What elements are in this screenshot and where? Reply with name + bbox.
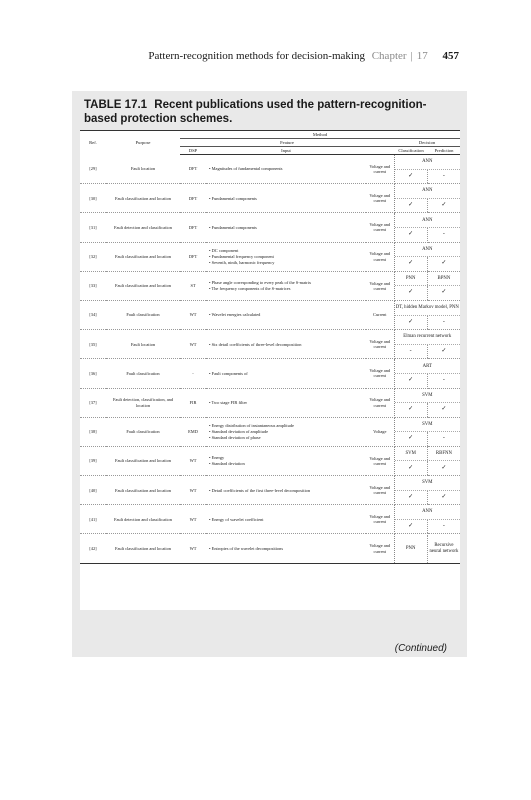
decision-method: BPNN <box>427 272 460 286</box>
cell-ref: [42] <box>80 534 106 563</box>
cell-signal: Voltage and current <box>366 505 394 534</box>
input-item: • Energy distribution of instantaneous amplitude <box>209 423 294 429</box>
input-item: • Seventh, ninth, harmonic frequency <box>209 259 275 265</box>
input-item: • Detail coefficients of the first three-level decomposition <box>209 487 311 493</box>
cell-input <box>206 271 366 300</box>
prediction-mark: - <box>427 374 460 388</box>
table-row <box>80 476 460 505</box>
cell-input <box>206 184 366 213</box>
cell-dsp: WT <box>180 476 206 505</box>
decision-method: ANN <box>422 217 433 223</box>
cell-purpose: Fault detection and classification <box>106 505 180 534</box>
header-feature: Feature <box>180 139 394 147</box>
cell-signal: Voltage and current <box>366 155 394 184</box>
cell-ref: [30] <box>80 184 106 213</box>
publications-table <box>80 130 460 610</box>
classification-mark: ✓ <box>408 406 414 413</box>
cell-dsp: DFT <box>180 242 206 271</box>
input-item: • Fundamental components <box>209 195 257 201</box>
cell-signal: Voltage and current <box>366 242 394 271</box>
input-item: • Phase angle corresponding to every peak of the S-matrix <box>209 280 312 286</box>
input-item: • Standard deviation of amplitude <box>209 429 269 435</box>
prediction-mark: ✓ <box>427 286 460 300</box>
header-prediction: Prediction <box>428 147 460 155</box>
cell-input <box>206 417 366 446</box>
decision-method: ANN <box>422 188 433 194</box>
cell-purpose: Fault classification and location <box>106 446 180 475</box>
cell-ref: [38] <box>80 417 106 446</box>
table-row <box>80 330 460 359</box>
prediction-mark: - <box>427 316 460 330</box>
cell-purpose: Fault detection, classification, and location <box>106 388 180 417</box>
table-row <box>80 359 460 388</box>
cell-dsp: DFT <box>180 155 206 184</box>
decision-method: SVM <box>422 421 433 427</box>
prediction-mark: - <box>427 432 460 446</box>
prediction-mark: - <box>427 170 460 184</box>
header-ref: Ref. <box>80 131 106 155</box>
table-row <box>80 184 460 213</box>
cell-dsp: EMD <box>180 417 206 446</box>
cell-dsp: WT <box>180 446 206 475</box>
cell-signal: Voltage and current <box>366 534 394 563</box>
input-item: • Standard deviation of phase <box>209 434 261 440</box>
cell-signal: Voltage and current <box>366 359 394 388</box>
running-head-title: Pattern-recognition methods for decision-making <box>148 50 365 62</box>
cell-purpose: Fault classification and location <box>106 242 180 271</box>
decision-method: SVM <box>422 392 433 398</box>
cell-purpose: Fault classification <box>106 300 180 329</box>
input-item: • Energy of wavelet coefficient <box>209 516 264 522</box>
table-row <box>80 271 460 300</box>
cell-purpose: Fault classification and location <box>106 184 180 213</box>
decision-method: ART <box>422 363 432 369</box>
classification-mark: ✓ <box>408 289 414 296</box>
table-caption-text: Recent publications used the pattern-recognition-based protection schemes. <box>84 99 427 125</box>
cell-input <box>206 330 366 359</box>
cell-decision <box>394 184 460 213</box>
cell-ref: [41] <box>80 505 106 534</box>
cell-dsp: FIR <box>180 388 206 417</box>
cell-purpose: Fault classification <box>106 417 180 446</box>
running-head-chapter: Chapter <box>371 50 407 62</box>
table-row <box>80 417 460 446</box>
decision-method: Elman recurrent network <box>403 334 452 340</box>
table-row <box>80 534 460 563</box>
input-item: • Fundamental components <box>209 224 257 230</box>
classification-mark: ✓ <box>408 260 414 267</box>
cell-decision <box>394 242 460 271</box>
cell-ref: [39] <box>80 446 106 475</box>
table-body <box>80 155 460 564</box>
cell-purpose: Fault location <box>106 330 180 359</box>
cell-input <box>206 300 366 329</box>
cell-input <box>206 155 366 184</box>
input-item: • Entropies of the wavelet decompositions <box>209 545 284 551</box>
cell-decision <box>394 388 460 417</box>
cell-ref: [37] <box>80 388 106 417</box>
cell-input <box>206 388 366 417</box>
cell-decision <box>394 359 460 388</box>
cell-input <box>206 446 366 475</box>
cell-ref: [40] <box>80 476 106 505</box>
cell-dsp: DFT <box>180 184 206 213</box>
decision-method: SVM <box>405 451 416 457</box>
header-purpose: Purpose <box>106 131 180 155</box>
input-item: • DC component <box>209 248 239 254</box>
cell-ref: [36] <box>80 359 106 388</box>
running-head <box>148 50 459 62</box>
table-row <box>80 388 460 417</box>
table-row <box>80 155 460 184</box>
classification-mark: ✓ <box>408 318 414 325</box>
cell-decision <box>394 155 460 184</box>
classification-mark: ✓ <box>408 231 414 238</box>
cell-signal: Voltage and current <box>366 184 394 213</box>
running-head-separator: | <box>410 50 413 62</box>
decision-method: DT, hidden Markov model, PNN <box>395 305 459 311</box>
cell-signal: Voltage <box>366 417 394 446</box>
cell-dsp: - <box>180 359 206 388</box>
decision-method: SVM <box>422 480 433 486</box>
cell-decision <box>394 534 460 563</box>
cell-signal: Voltage and current <box>366 330 394 359</box>
cell-decision <box>394 476 460 505</box>
cell-decision <box>394 330 460 359</box>
cell-decision <box>394 213 460 242</box>
cell-decision <box>394 446 460 475</box>
classification-mark: ✓ <box>408 172 414 179</box>
decision-method: PNN <box>405 275 416 281</box>
cell-input <box>206 242 366 271</box>
prediction-mark: ✓ <box>427 461 460 475</box>
cell-decision <box>394 505 460 534</box>
decision-method: Recursive neural network <box>427 535 460 563</box>
input-item: • Standard deviation <box>209 461 245 467</box>
cell-input <box>206 213 366 242</box>
classification-mark: ✓ <box>408 522 414 529</box>
classification-mark: ✓ <box>408 377 414 384</box>
cell-signal: Voltage and current <box>366 388 394 417</box>
table-row <box>80 242 460 271</box>
table-row <box>80 446 460 475</box>
decision-method: PNN <box>405 545 416 551</box>
decision-method: ANN <box>422 246 433 252</box>
cell-input <box>206 505 366 534</box>
table-caption-label: TABLE 17.1 <box>84 99 148 111</box>
cell-input <box>206 476 366 505</box>
cell-input <box>206 534 366 563</box>
input-item: • The frequency components of the S-matrices <box>209 286 291 292</box>
cell-signal: Voltage and current <box>366 476 394 505</box>
input-item: • Energy <box>209 455 225 461</box>
cell-dsp: WT <box>180 534 206 563</box>
classification-mark: ✓ <box>408 493 414 500</box>
cell-dsp: ST <box>180 271 206 300</box>
cell-purpose: Fault classification and location <box>106 534 180 563</box>
cell-purpose: Fault classification <box>106 359 180 388</box>
cell-purpose: Fault location <box>106 155 180 184</box>
cell-decision <box>394 271 460 300</box>
decision-method: ANN <box>422 159 433 165</box>
cell-purpose: Fault classification and location <box>106 476 180 505</box>
table-row <box>80 300 460 329</box>
cell-signal: Voltage and current <box>366 446 394 475</box>
cell-dsp: WT <box>180 330 206 359</box>
cell-purpose: Fault classification and location <box>106 271 180 300</box>
header-signal <box>366 147 394 155</box>
cell-ref: [31] <box>80 213 106 242</box>
input-item: • Magnitudes of fundamental components <box>209 166 283 172</box>
cell-ref: [32] <box>80 242 106 271</box>
input-item: • Wavelet energies calculated <box>209 312 261 318</box>
input-item: • Six detail coefficients of three-level decomposition <box>209 341 302 347</box>
cell-ref: [34] <box>80 300 106 329</box>
header-dsp: DSP <box>180 147 206 155</box>
prediction-mark: ✓ <box>427 199 460 213</box>
cell-signal: Voltage and current <box>366 213 394 242</box>
input-item: • Fault components of <box>209 370 248 376</box>
classification-mark: ✓ <box>408 435 414 442</box>
page-number: 457 <box>442 50 459 62</box>
header-input: Input <box>206 147 366 155</box>
cell-purpose: Fault detection and classification <box>106 213 180 242</box>
classification-mark: - <box>409 347 412 354</box>
cell-ref: [33] <box>80 271 106 300</box>
table-caption <box>84 98 454 126</box>
header-decision: Decision <box>394 139 460 147</box>
cell-dsp: WT <box>180 505 206 534</box>
prediction-mark: - <box>427 520 460 534</box>
cell-dsp: DFT <box>180 213 206 242</box>
decision-method: RBFNN <box>427 447 460 461</box>
cell-signal: Voltage and current <box>366 271 394 300</box>
cell-dsp: WT <box>180 300 206 329</box>
continued-note: (Continued) <box>394 643 447 654</box>
cell-decision <box>394 417 460 446</box>
header-method: Method <box>180 131 460 139</box>
prediction-mark: ✓ <box>427 403 460 417</box>
cell-ref: [35] <box>80 330 106 359</box>
prediction-mark: ✓ <box>427 345 460 359</box>
cell-ref: [29] <box>80 155 106 184</box>
table-row <box>80 213 460 242</box>
cell-signal: Current <box>366 300 394 329</box>
header-classification: Classification <box>394 147 428 155</box>
input-item: • Fundamental frequency component <box>209 254 274 260</box>
running-head-chapter-number: 17 <box>416 50 428 62</box>
input-item: • Two stage FIR filter <box>209 399 247 405</box>
table-row <box>80 505 460 534</box>
decision-method: ANN <box>422 509 433 515</box>
cell-input <box>206 359 366 388</box>
prediction-mark: ✓ <box>427 491 460 505</box>
prediction-mark: ✓ <box>427 257 460 271</box>
prediction-mark: - <box>427 228 460 242</box>
cell-decision <box>394 300 460 329</box>
classification-mark: ✓ <box>408 201 414 208</box>
classification-mark: ✓ <box>408 464 414 471</box>
